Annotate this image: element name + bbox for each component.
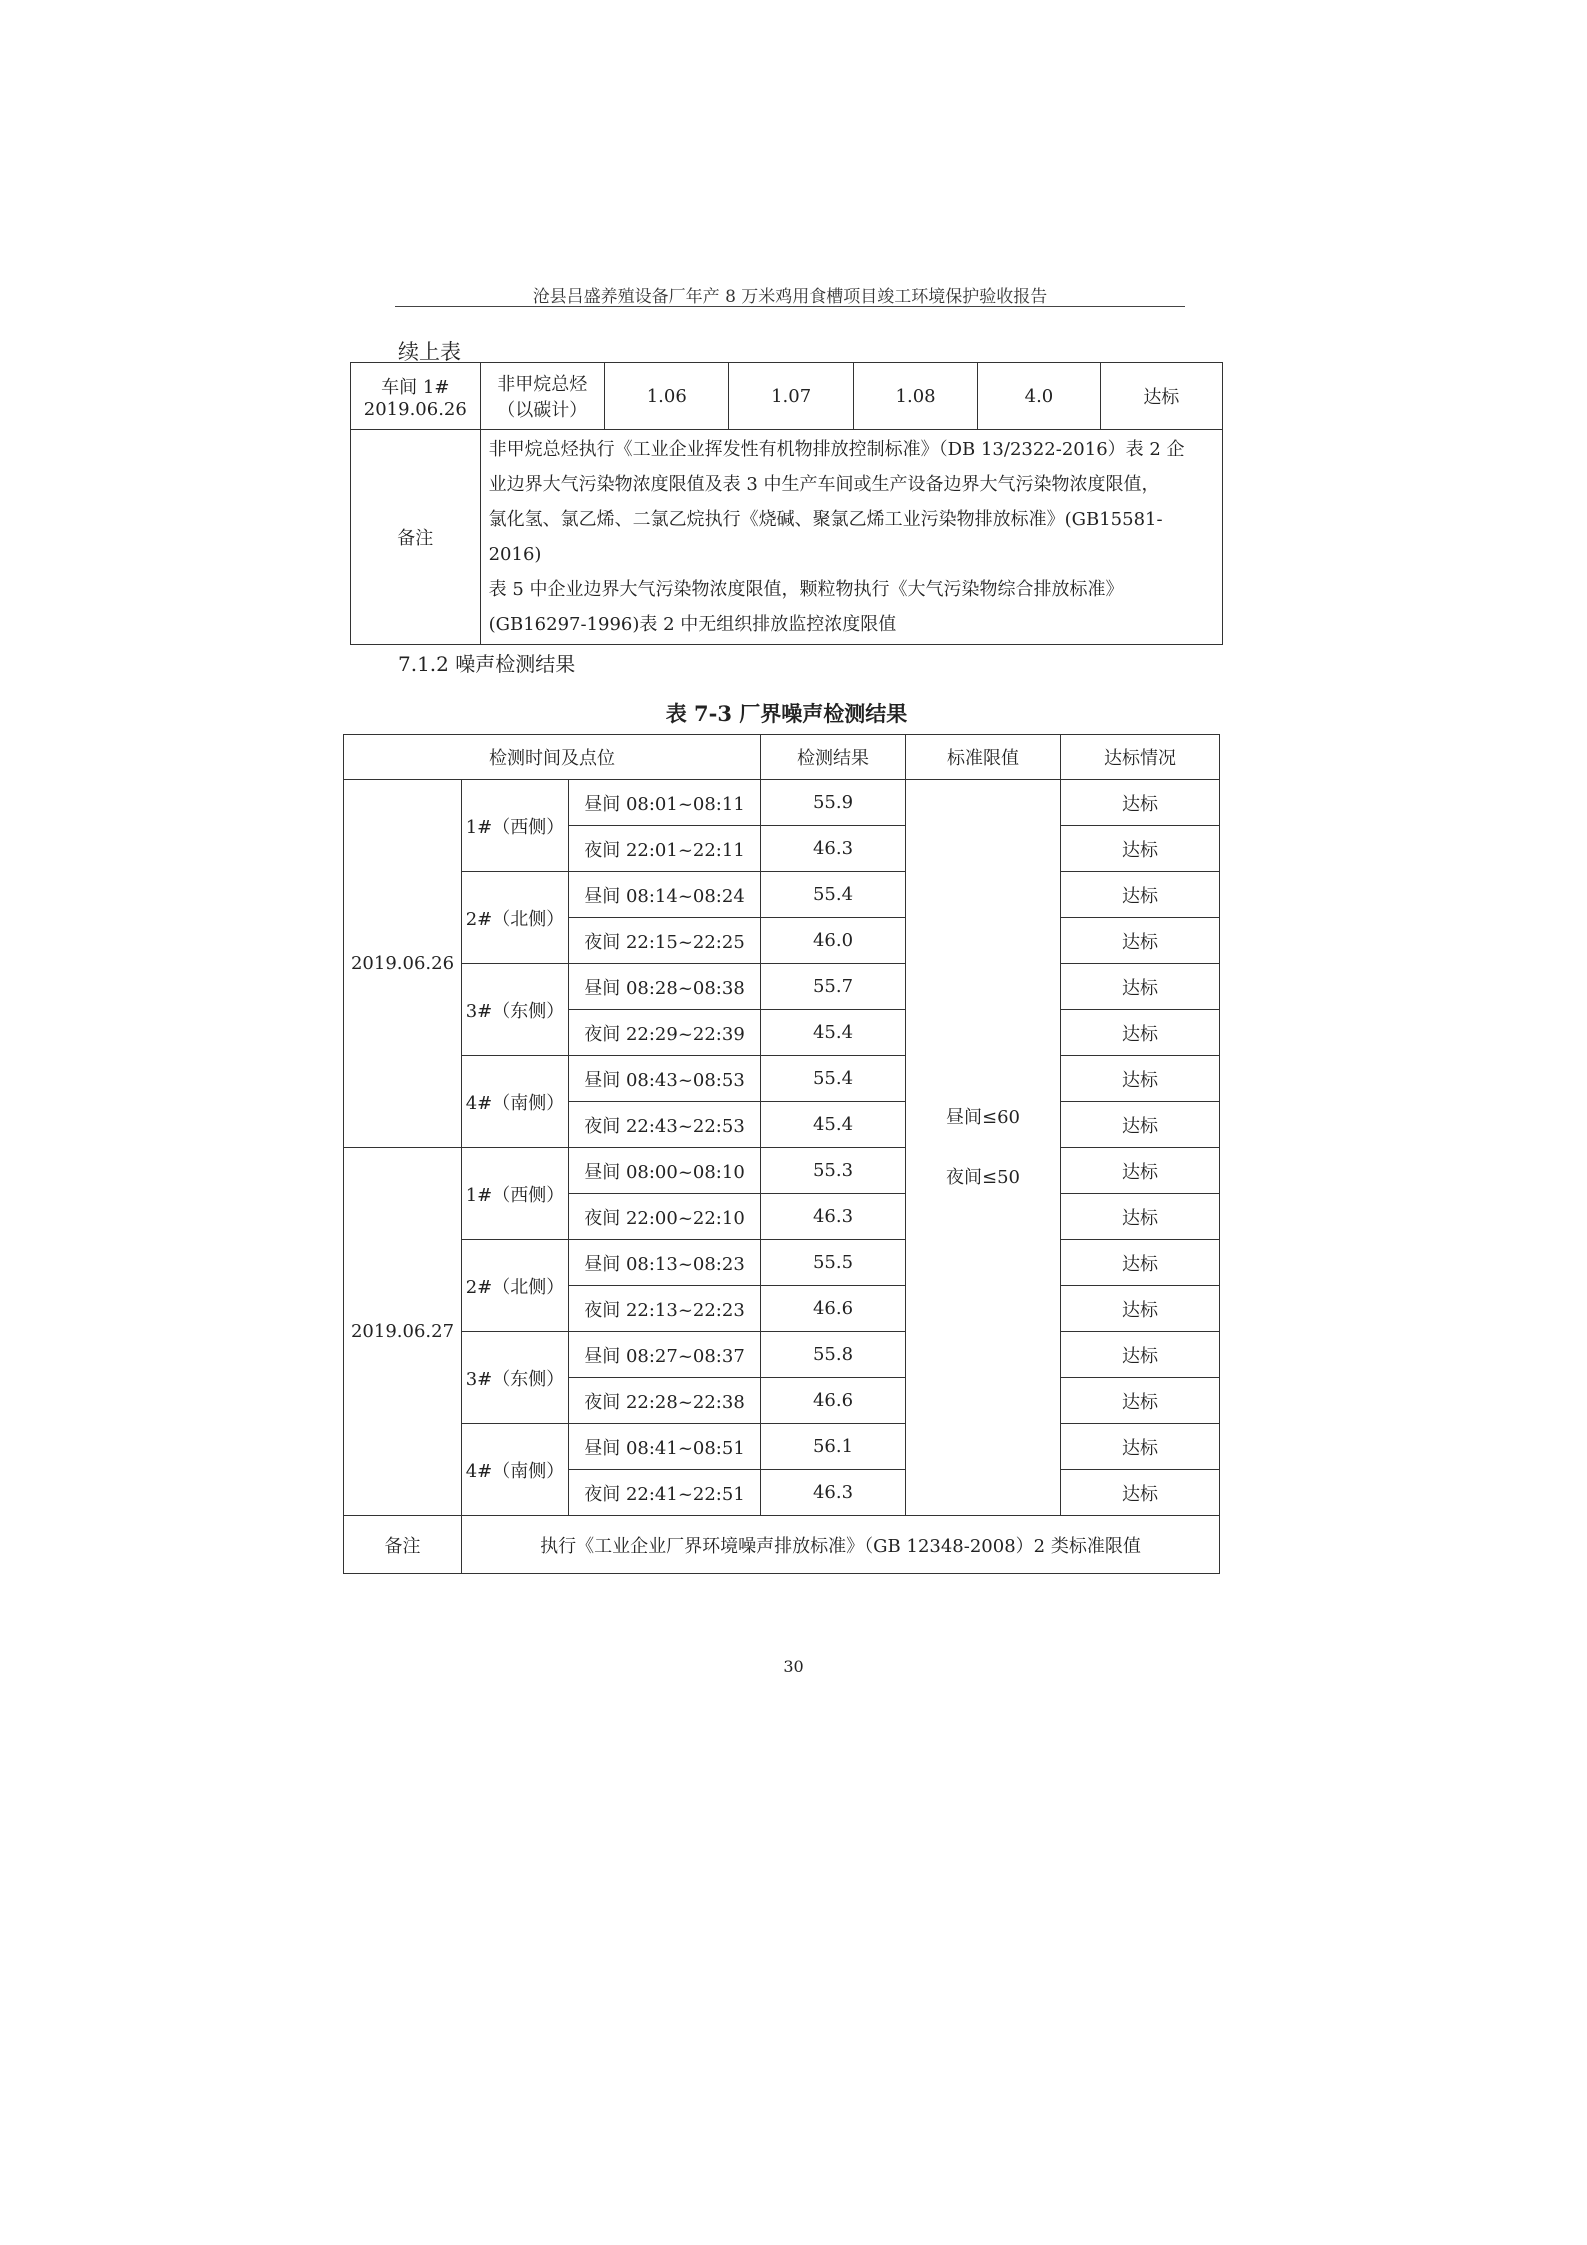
table-row [351,430,1223,645]
value-cell: 46.6 [761,1378,906,1424]
point-cell: 2#（北侧） [462,872,569,964]
period-cell: 夜间 22:41~22:51 [569,1470,761,1516]
report-header-title: 沧县吕盛养殖设备厂年产 8 万米鸡用食槽项目竣工环境保护验收报告 [532,287,1048,307]
table-row [344,872,1220,918]
remark-label: 备注 [351,430,481,645]
header-limit: 标准限值 [906,735,1061,780]
limit-cell: 4.0 [978,363,1100,430]
remark-line: 非甲烷总烃执行《工业企业挥发性有机物排放控制标准》（DB 13/2322-2016）表 2 企 [488,439,1185,460]
value-cell: 46.3 [761,1194,906,1240]
noise-table [343,734,1220,1574]
value-cell: 55.8 [761,1332,906,1378]
header-result: 检测结果 [761,735,906,780]
location-cell [351,363,481,430]
header-time-location: 检测时间及点位 [344,735,761,780]
value-cell: 46.0 [761,918,906,964]
status-cell: 达标 [1061,826,1220,872]
table-row [344,780,1220,826]
value-cell: 46.3 [761,1470,906,1516]
value-cell: 56.1 [761,1424,906,1470]
date-cell: 2019.06.26 [344,780,462,1148]
value-cell: 55.4 [761,1056,906,1102]
status-cell: 达标 [1061,780,1220,826]
value-cell: 45.4 [761,1010,906,1056]
status-cell: 达标 [1061,1470,1220,1516]
period-cell: 夜间 22:29~22:39 [569,1010,761,1056]
period-cell: 夜间 22:13~22:23 [569,1286,761,1332]
page-number: 30 [783,1657,804,1676]
status-cell: 达标 [1061,1424,1220,1470]
continued-table [350,362,1223,645]
table-row [344,1424,1220,1470]
status-cell: 达标 [1100,363,1222,430]
point-cell: 4#（南侧） [462,1056,569,1148]
status-cell: 达标 [1061,1056,1220,1102]
table-row [351,363,1223,430]
status-cell: 达标 [1061,872,1220,918]
section-heading: 7.1.2 噪声检测结果 [398,652,576,676]
status-cell: 达标 [1061,1102,1220,1148]
period-cell: 昼间 08:43~08:53 [569,1056,761,1102]
period-cell: 昼间 08:13~08:23 [569,1240,761,1286]
table-row [344,1056,1220,1102]
remark-line: 业边界大气污染物浓度限值及表 3 中生产车间或生产设备边界大气污染物浓度限值， [488,474,1160,495]
value-cell: 45.4 [761,1102,906,1148]
value-cell: 55.3 [761,1148,906,1194]
table-row [344,1332,1220,1378]
period-cell: 夜间 22:15~22:25 [569,918,761,964]
limit-day: 昼间≤60 [946,1106,1021,1128]
remark-row [344,1516,1220,1574]
point-cell: 4#（南侧） [462,1424,569,1516]
remark-line: 表 5 中企业边界大气污染物浓度限值，颗粒物执行《大气污染物综合排放标准》 [488,579,1124,600]
value-cell: 55.4 [761,872,906,918]
header-rule [395,306,1185,307]
status-cell: 达标 [1061,1240,1220,1286]
value-cell: 1.06 [605,363,729,430]
item-unit: （以碳计） [497,400,588,421]
status-cell: 达标 [1061,1148,1220,1194]
point-cell: 1#（西侧） [462,1148,569,1240]
table-row [344,1240,1220,1286]
continued-label: 续上表 [398,340,461,364]
status-cell: 达标 [1061,1332,1220,1378]
status-cell: 达标 [1061,1378,1220,1424]
period-cell: 昼间 08:00~08:10 [569,1148,761,1194]
date-cell: 2019.06.27 [344,1148,462,1516]
point-cell: 3#（东侧） [462,964,569,1056]
table-header-row [344,735,1220,780]
point-cell: 3#（东侧） [462,1332,569,1424]
period-cell: 昼间 08:28~08:38 [569,964,761,1010]
item-cell [480,363,604,430]
table-row [344,964,1220,1010]
value-cell: 1.07 [729,363,853,430]
remark-label: 备注 [344,1516,462,1574]
table-caption: 表 7-3 厂界噪声检测结果 [665,701,908,726]
period-cell: 夜间 22:01~22:11 [569,826,761,872]
table-row [344,1148,1220,1194]
value-cell: 46.3 [761,826,906,872]
status-cell: 达标 [1061,1286,1220,1332]
value-cell: 46.6 [761,1286,906,1332]
value-cell: 55.9 [761,780,906,826]
location-text: 车间 1# [381,376,450,398]
point-cell: 2#（北侧） [462,1240,569,1332]
limit-night: 夜间≤50 [946,1166,1021,1188]
limit-cell [906,780,1061,1516]
period-cell: 夜间 22:43~22:53 [569,1102,761,1148]
status-cell: 达标 [1061,1194,1220,1240]
item-name: 非甲烷总烃 [497,374,588,395]
remark-text: 执行《工业企业厂界环境噪声排放标准》（GB 12348-2008）2 类标准限值 [462,1516,1220,1574]
header-status: 达标情况 [1061,735,1220,780]
point-cell: 1#（西侧） [462,780,569,872]
period-cell: 夜间 22:28~22:38 [569,1378,761,1424]
value-cell: 55.7 [761,964,906,1010]
period-cell: 昼间 08:14~08:24 [569,872,761,918]
period-cell: 夜间 22:00~22:10 [569,1194,761,1240]
period-cell: 昼间 08:01~08:11 [569,780,761,826]
date-text: 2019.06.26 [363,398,467,420]
period-cell: 昼间 08:27~08:37 [569,1332,761,1378]
period-cell: 昼间 08:41~08:51 [569,1424,761,1470]
value-cell: 1.08 [853,363,977,430]
status-cell: 达标 [1061,918,1220,964]
remark-line: 氯化氢、氯乙烯、二氯乙烷执行《烧碱、聚氯乙烯工业污染物排放标准》(GB15581-2016) [488,509,1163,565]
remark-line: (GB16297-1996)表 2 中无组织排放监控浓度限值 [488,614,897,635]
value-cell: 55.5 [761,1240,906,1286]
status-cell: 达标 [1061,964,1220,1010]
remark-text [480,430,1222,645]
status-cell: 达标 [1061,1010,1220,1056]
